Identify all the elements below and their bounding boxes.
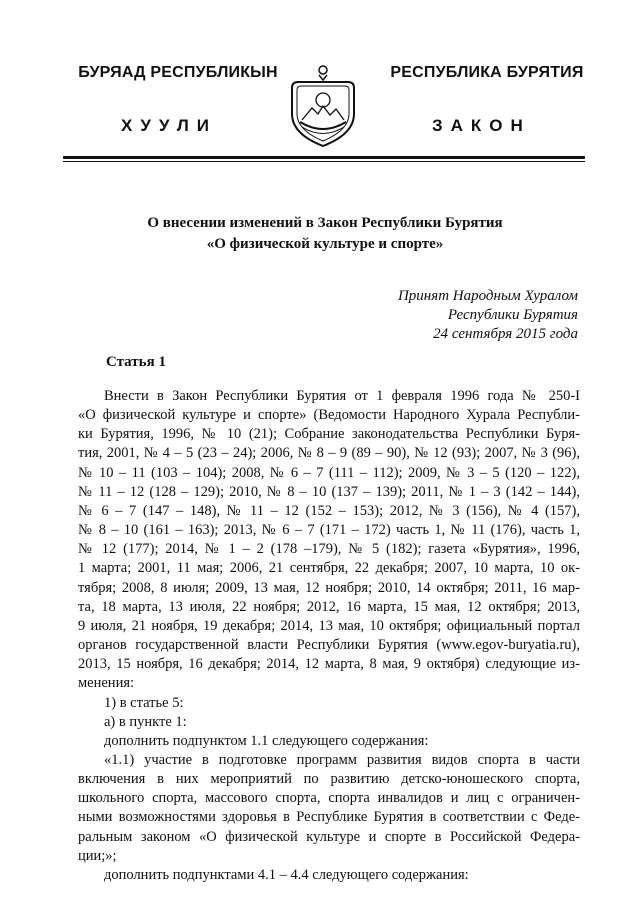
header-right-title: РЕСПУБЛИКА БУРЯТИЯ	[390, 64, 584, 81]
body-line: та, 18 марта, 13 июля, 22 ноября; 2012, 16 марта, 15 мая, 12 октября; 2013,	[78, 598, 580, 615]
body-line: тября; 2008, 8 июля; 2009, 13 мая, 12 ноября; 2010, 14 октября; 2011, 16 мар-	[78, 579, 580, 596]
body-line: «О физической культуре и спорте» (Ведомости Народного Хурала Республи-	[78, 407, 580, 424]
adoption-line: Республики Бурятия	[447, 307, 578, 323]
body-line: менения:	[78, 675, 135, 692]
header-right-subtitle: ЗАКОН	[432, 116, 531, 135]
body-line: ральным законом «О физической культуре и спорте в Российской Федера-	[78, 828, 580, 845]
body-line: 2013, 15 ноября, 16 декабря; 2014, 12 марта, 8 мая, 9 октября) следующие из-	[78, 656, 580, 673]
body-line: № 6 – 7 (147 – 148), № 11 – 12 (152 – 153); 2012, № 3 (156), № 4 (157),	[78, 502, 580, 519]
adoption-line: 24 сентября 2015 года	[433, 326, 578, 342]
article-body	[78, 387, 580, 885]
body-line: «1.1) участие в подготовке программ развития видов спорта в части	[104, 751, 580, 768]
body-line: Внести в Закон Республики Бурятия от 1 февраля 1996 года № 250-I	[104, 388, 580, 404]
body-line: ции;»;	[78, 847, 117, 864]
body-line: органов государственной власти Республики Бурятия (www.egov-buryatia.ru),	[78, 637, 580, 654]
body-line: № 11 – 12 (128 – 129); 2010, № 8 – 10 (137 – 139); 2011, № 1 – 3 (142 – 144),	[78, 483, 580, 500]
body-line: а) в пункте 1:	[104, 713, 187, 730]
header-rule-thin	[63, 161, 585, 162]
law-title-line: «О физической культуре и спорте»	[206, 236, 444, 252]
law-title-line: О внесении изменений в Закон Республики Бурятия	[147, 215, 503, 231]
body-line: дополнить подпунктами 4.1 – 4.4 следующего содержания:	[104, 866, 469, 883]
body-line: 1) в статье 5:	[104, 694, 184, 711]
body-line: школьного спорта, массового спорта, спорта инвалидов и лиц с ограничен-	[78, 790, 580, 807]
body-line: 1 марта; 2001, 11 мая; 2006, 21 сентября, 22 декабря; 2007, 10 марта, 10 ок-	[78, 560, 580, 577]
body-line: 9 июля, 21 ноября, 19 декабря; 2014, 13 мая, 10 октября; официальный портал	[78, 617, 580, 634]
body-line: включения в них мероприятий по развитию детско-юношеского спорта,	[78, 771, 580, 788]
body-line: ными возможностями здоровья в Республике Бурятия в соответствии с Феде-	[78, 809, 580, 826]
coat-of-arms-icon	[286, 62, 360, 150]
law-title	[80, 213, 570, 255]
body-line: № 12 (177); 2014, № 1 – 2 (178 –179), № 5 (182); газета «Бурятия», 1996,	[78, 541, 580, 558]
header-rule-thick	[63, 156, 585, 159]
adoption-line: Принят Народным Хуралом	[397, 288, 578, 304]
body-line: дополнить подпунктом 1.1 следующего содержания:	[104, 732, 429, 749]
article-heading: Статья 1	[106, 354, 166, 370]
body-line: ки Бурятия, 1996, № 10 (21); Собрание законодательства Республики Буря-	[78, 426, 580, 443]
header-left-title: БУРЯАД РЕСПУБЛИКЫН	[78, 64, 278, 81]
body-line: тия, 2001, № 4 – 5 (23 – 24); 2006, № 8 – 9 (89 – 90), № 12 (93); 2007, № 3 (96),	[78, 445, 580, 462]
body-line: № 8 – 10 (161 – 163); 2013, № 6 – 7 (171 – 172) часть 1, № 11 (176), часть 1,	[78, 522, 580, 539]
adoption-note	[360, 287, 578, 344]
body-line: № 10 – 11 (103 – 104); 2008, № 6 – 7 (111 – 112); 2009, № 3 – 5 (120 – 122),	[78, 464, 580, 481]
header-left-subtitle: ХУУЛИ	[121, 116, 217, 135]
